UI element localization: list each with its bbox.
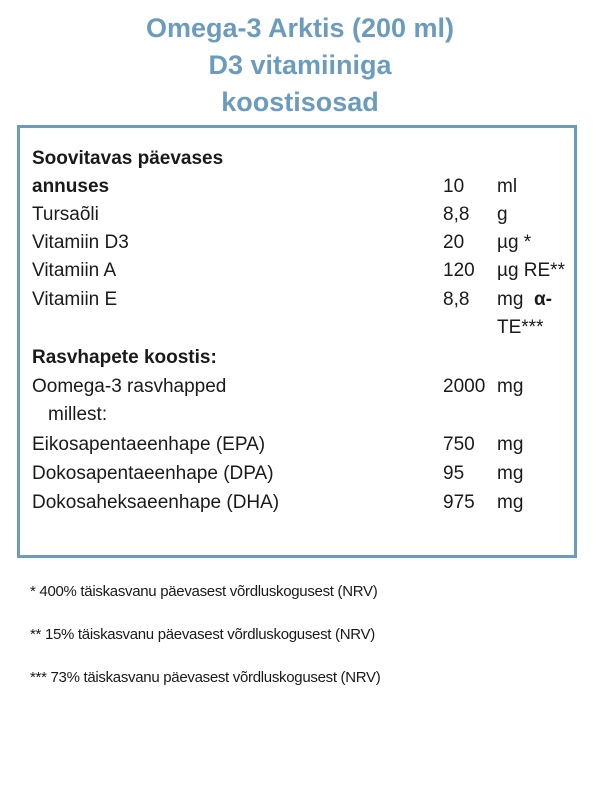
ingredients-panel [17, 125, 577, 558]
ingredient-name: Vitamiin A [32, 260, 117, 281]
ingredient-amount: 20 [443, 232, 465, 253]
footnote-e: *** 73% täiskasvanu päevasest võrdluskogusest (NRV) [30, 669, 381, 686]
fatty-acid-unit: mg [497, 492, 524, 513]
page-title [0, 10, 600, 121]
ingredient-amount: 8,8 [443, 204, 470, 225]
omega-label-continuation: millest: [48, 404, 108, 425]
fatty-acid-unit: mg [497, 434, 524, 455]
fatty-acid-amount: 95 [443, 463, 465, 484]
footnote-a: ** 15% täiskasvanu päevasest võrdluskogusest (NRV) [30, 626, 375, 643]
title-line-vitamin: D3 vitamiiniga [208, 50, 392, 80]
unit-alpha: α- [533, 289, 552, 310]
serving-heading-line1: Soovitavas päevases [32, 148, 224, 169]
ingredient-unit: µg * [497, 232, 532, 253]
omega-unit: mg [497, 376, 524, 397]
ingredient-name: Vitamiin E [32, 289, 118, 310]
serving-heading-line2: annuses [32, 176, 110, 197]
ingredient-unit: g [497, 204, 508, 225]
serving-amount: 10 [443, 176, 465, 197]
fatty-acid-unit: mg [497, 463, 524, 484]
fatty-acid-name: Eikosapentaeenhape (EPA) [32, 434, 266, 455]
fatty-acid-amount: 750 [443, 434, 475, 455]
title-line-product: Omega-3 Arktis (200 ml) [145, 13, 455, 43]
ingredient-unit [497, 286, 552, 314]
fatty-acid-amount: 975 [443, 492, 475, 513]
ingredient-amount: 8,8 [443, 289, 470, 310]
ingredient-amount: 120 [443, 260, 475, 281]
unit-mg: mg [497, 289, 524, 310]
serving-unit: ml [497, 176, 518, 197]
fatty-acid-name: Dokosaheksaeenhape (DHA) [32, 492, 280, 513]
omega-label: Oomega-3 rasvhapped [32, 376, 227, 397]
ingredient-name: Tursaõli [32, 204, 99, 225]
footnote-d3: * 400% täiskasvanu päevasest võrdluskogusest (NRV) [30, 583, 378, 600]
fatty-acids-heading-text: Rasvhapete koostis: [32, 347, 217, 368]
omega-amount: 2000 [443, 376, 486, 397]
title-line-ingredients: koostisosad [221, 87, 379, 117]
ingredient-name: Vitamiin D3 [32, 232, 129, 253]
unit-te: TE*** [497, 317, 544, 338]
fatty-acid-name: Dokosapentaeenhape (DPA) [32, 463, 274, 484]
ingredient-unit: µg RE** [497, 260, 565, 281]
